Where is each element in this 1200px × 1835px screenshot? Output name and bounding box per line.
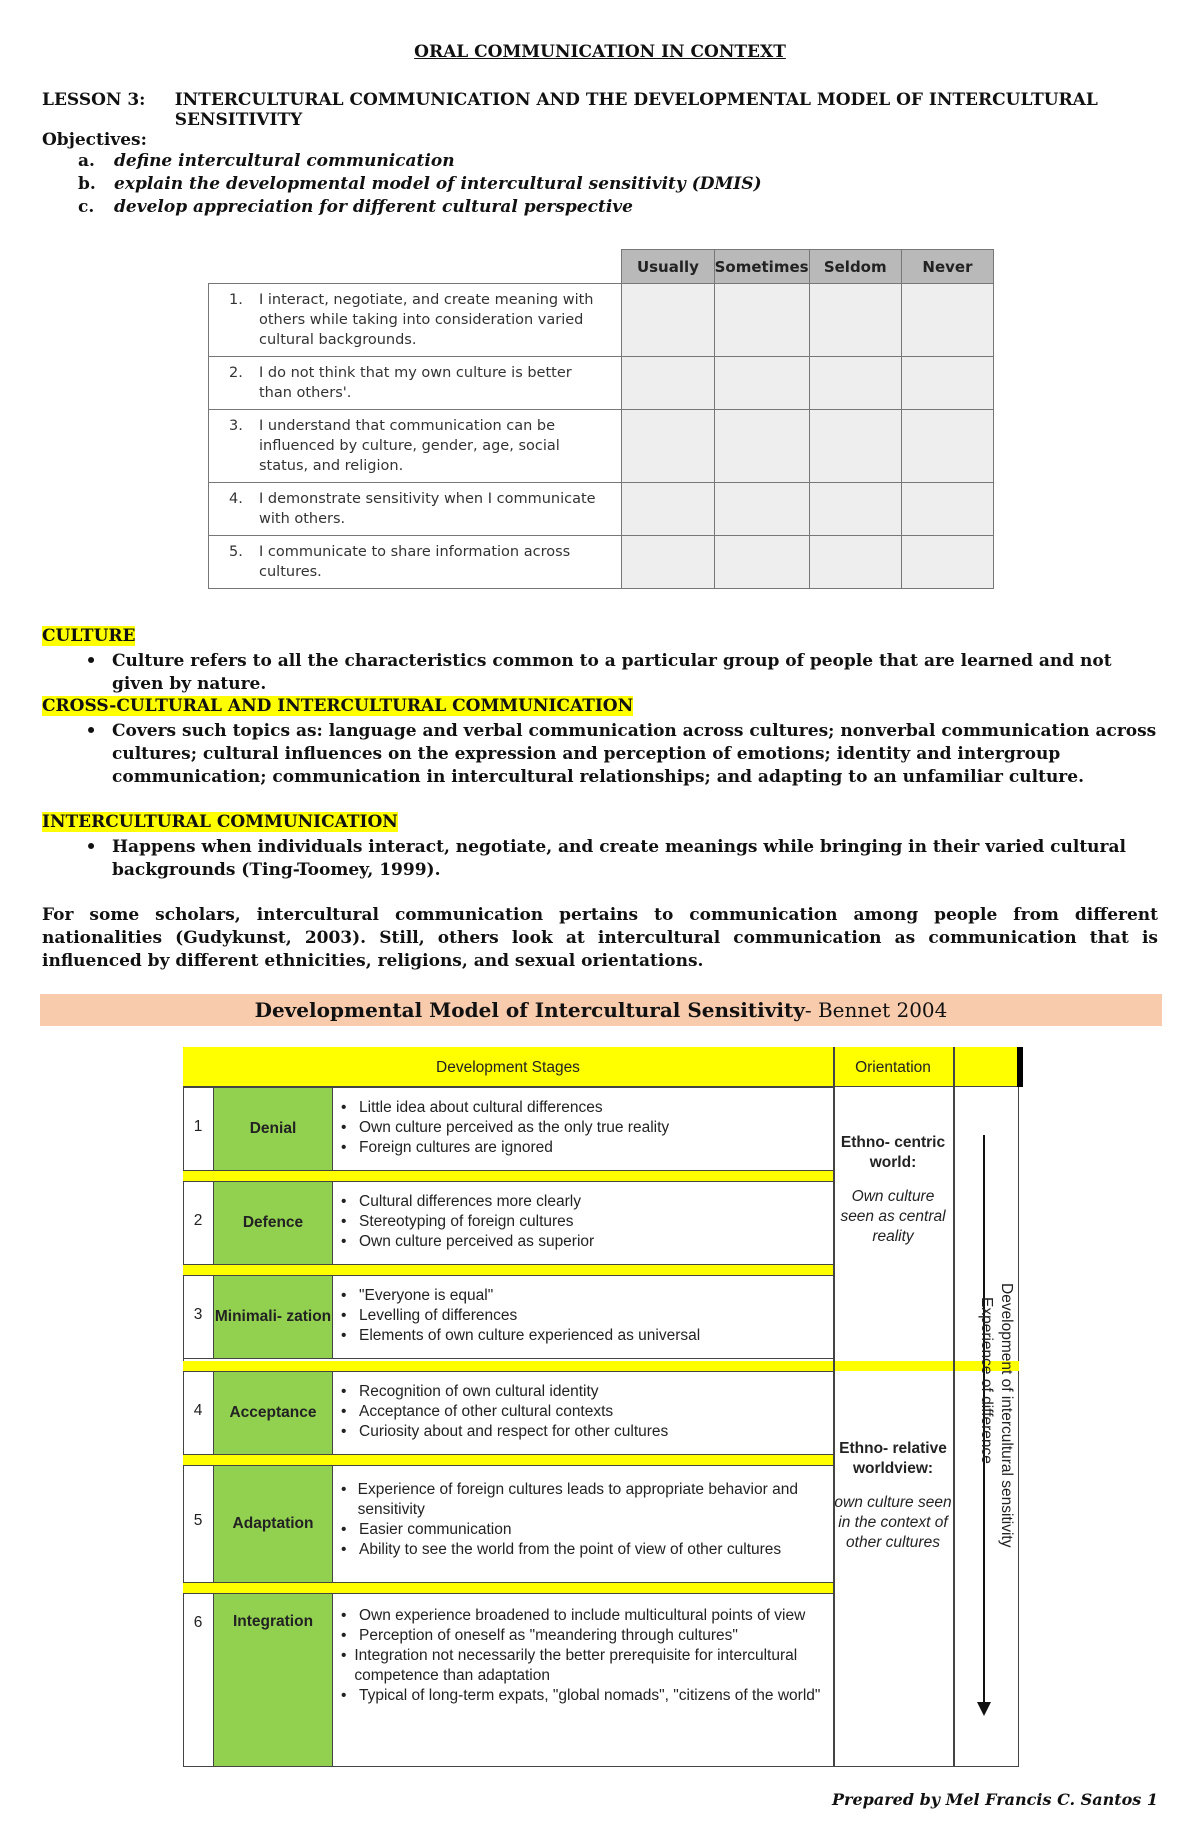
- answer-cell-never[interactable]: [901, 483, 993, 536]
- stage-point: • Foreign cultures are ignored: [341, 1139, 553, 1156]
- stage-name: Acceptance: [213, 1372, 333, 1454]
- stage-point: • Elements of own culture experienced as universal: [341, 1327, 701, 1344]
- stage-point: • Integration not necessarily the better prerequisite for intercultural competence than adaptation: [341, 1646, 831, 1686]
- survey-row: [209, 357, 994, 410]
- stage-name: Minimali- zation: [213, 1276, 333, 1358]
- stage-points: [341, 1480, 831, 1560]
- intercultural-heading: INTERCULTURAL COMMUNICATION: [42, 812, 398, 832]
- point-text: Ability to see the world from the point of view of other cultures: [359, 1541, 782, 1558]
- stage-row-adaptation: [183, 1465, 833, 1583]
- dmis-header-row: [183, 1047, 1019, 1087]
- culture-heading: CULTURE: [42, 626, 136, 646]
- culture-bullet: [70, 650, 1162, 696]
- survey-row: [209, 410, 994, 483]
- scholars-paragraph: For some scholars, intercultural communication pertains to communication among people from different nationalities (Gudykunst, 2003). Still, others look at intercultural communication as communication that is influenced by different ethnicities, religions, and sexual orientations.: [42, 905, 1158, 971]
- answer-cell-sometimes[interactable]: [714, 357, 809, 410]
- orientation-ethnocentric: [833, 1133, 953, 1247]
- answer-cell-never[interactable]: [901, 284, 993, 357]
- answer-cell-never[interactable]: [901, 357, 993, 410]
- objective-item: [78, 173, 1142, 196]
- point-text: Acceptance of other cultural contexts: [359, 1403, 614, 1420]
- lesson-heading: [42, 90, 1162, 130]
- stage-name: Integration: [213, 1594, 333, 1766]
- dmis-diagram: [183, 1047, 1019, 1767]
- stage-points: [341, 1098, 831, 1158]
- vertical-label-development: Development of intercultural sensitivity: [998, 1283, 1015, 1548]
- stage-separator: [183, 1171, 833, 1181]
- stage-points: [341, 1192, 831, 1252]
- answer-cell-usually[interactable]: [622, 410, 714, 483]
- bullet-text: Covers such topics as: language and verbal communication across cultures; nonverbal communication across cultures; cultural influences on the expression and perception of emotions; identity and intergroup communication; communication in intercultural relationships; and adapting to an unfamiliar culture.: [112, 721, 1157, 787]
- question-number: 1.: [229, 292, 243, 308]
- answer-cell-usually[interactable]: [622, 357, 714, 410]
- stage-number: 1: [193, 1118, 203, 1135]
- lesson-label: LESSON 3:: [42, 90, 146, 110]
- point-text: Cultural differences more clearly: [359, 1193, 581, 1210]
- bullet-dot: •: [85, 837, 97, 857]
- orientation-title: Ethno- centric world:: [840, 1134, 946, 1171]
- column-seldom: Seldom: [809, 250, 901, 284]
- stage-points: [341, 1286, 831, 1346]
- lesson-title: INTERCULTURAL COMMUNICATION AND THE DEVELOPMENTAL MODEL OF INTERCULTURAL SENSITIVITY: [174, 90, 1098, 130]
- bullet-dot: •: [85, 721, 97, 741]
- intercultural-section: [42, 812, 1162, 882]
- stage-point: • Cultural differences more clearly: [341, 1193, 581, 1210]
- point-text: Recognition of own cultural identity: [359, 1383, 599, 1400]
- objective-letter: c.: [78, 197, 95, 217]
- stage-number: 3: [193, 1306, 203, 1323]
- cross-cultural-heading: CROSS-CULTURAL AND INTERCULTURAL COMMUNICATION: [42, 696, 634, 716]
- stage-point: • Easier communication: [341, 1521, 512, 1538]
- footer-credit: Prepared by Mel Francis C. Santos 1: [832, 1790, 1158, 1809]
- orientation-description: Own culture seen as central reality: [840, 1188, 946, 1245]
- answer-cell-sometimes[interactable]: [714, 536, 809, 589]
- orientation-separator: [183, 1361, 1019, 1371]
- stage-name: Denial: [213, 1088, 333, 1170]
- stage-point: • Perception of oneself as "meandering through cultures": [341, 1627, 738, 1644]
- point-text: Elements of own culture experienced as universal: [359, 1327, 701, 1344]
- objectives-list: [78, 150, 1142, 219]
- stage-point: • Ability to see the world from the point of view of other cultures: [341, 1541, 782, 1558]
- stage-row-integration: [183, 1593, 833, 1767]
- answer-cell-never[interactable]: [901, 410, 993, 483]
- dmis-header-orientation: Orientation: [855, 1059, 931, 1076]
- survey-question: [209, 357, 622, 410]
- stage-separator: [183, 1583, 833, 1593]
- survey-row: [209, 284, 994, 357]
- point-text: Levelling of differences: [359, 1307, 518, 1324]
- stage-point: • Little idea about cultural differences: [341, 1099, 603, 1116]
- stage-row-denial: [183, 1087, 833, 1171]
- orientation-description: own culture seen in the context of other cultures: [834, 1494, 952, 1551]
- column-never: Never: [901, 250, 993, 284]
- stage-point: • Stereotyping of foreign cultures: [341, 1213, 574, 1230]
- objectives-heading: Objectives:: [42, 130, 147, 150]
- stage-separator: [183, 1455, 833, 1465]
- survey-header-row: [209, 250, 994, 284]
- stage-point: • Own culture perceived as superior: [341, 1233, 595, 1250]
- objectives: [42, 130, 1142, 219]
- objective-letter: a.: [78, 151, 95, 171]
- survey-question: [209, 284, 622, 357]
- question-text: I demonstrate sensitivity when I communicate with others.: [259, 491, 596, 527]
- question-text: I interact, negotiate, and create meaning with others while taking into consideration varied cultural backgrounds.: [259, 292, 594, 348]
- point-text: Experience of foreign cultures leads to appropriate behavior and sensitivity: [357, 1481, 798, 1518]
- question-text: I communicate to share information across cultures.: [259, 544, 571, 580]
- stage-row-minimalization: [183, 1275, 833, 1359]
- point-text: Stereotyping of foreign cultures: [359, 1213, 574, 1230]
- answer-cell-seldom[interactable]: [809, 536, 901, 589]
- answer-cell-sometimes[interactable]: [714, 410, 809, 483]
- answer-cell-usually[interactable]: [622, 536, 714, 589]
- stage-point: • Typical of long-term expats, "global nomads", "citizens of the world": [341, 1687, 821, 1704]
- answer-cell-sometimes[interactable]: [714, 284, 809, 357]
- stage-points: [341, 1382, 831, 1442]
- point-text: Own culture perceived as the only true reality: [359, 1119, 670, 1136]
- stage-point: • Curiosity about and respect for other cultures: [341, 1423, 669, 1440]
- answer-cell-seldom[interactable]: [809, 284, 901, 357]
- point-text: Little idea about cultural differences: [359, 1099, 603, 1116]
- objective-text: develop appreciation for different cultural perspective: [114, 197, 633, 217]
- dmis-header-stages: Development Stages: [436, 1059, 580, 1076]
- question-text: I understand that communication can be influenced by culture, gender, age, social status, and religion.: [259, 418, 560, 474]
- stage-point: • Levelling of differences: [341, 1307, 518, 1324]
- point-text: Foreign cultures are ignored: [359, 1139, 553, 1156]
- stage-name: Adaptation: [213, 1466, 333, 1582]
- point-text: Easier communication: [359, 1521, 512, 1538]
- point-text: "Everyone is equal": [359, 1287, 494, 1304]
- answer-cell-sometimes[interactable]: [714, 483, 809, 536]
- point-text: Perception of oneself as "meandering through cultures": [359, 1627, 738, 1644]
- stage-point: • Recognition of own cultural identity: [341, 1383, 599, 1400]
- objective-letter: b.: [78, 174, 96, 194]
- culture-section: [42, 626, 1162, 696]
- intercultural-bullet: [70, 836, 1162, 882]
- self-assessment-table: [208, 249, 994, 589]
- survey-question: [209, 410, 622, 483]
- stage-number: 2: [193, 1212, 203, 1229]
- question-text: I do not think that my own culture is better than others'.: [259, 365, 572, 401]
- question-number: 5.: [229, 544, 243, 560]
- stage-name: Defence: [213, 1182, 333, 1264]
- stage-number: 5: [193, 1512, 203, 1529]
- survey-row: [209, 483, 994, 536]
- bullet-text: Happens when individuals interact, negotiate, and create meanings while bringing in their varied cultural backgrounds (Ting-Toomey, 1999).: [112, 837, 1126, 880]
- objective-text: define intercultural communication: [114, 151, 455, 171]
- survey-question: [209, 483, 622, 536]
- bullet-dot: •: [85, 651, 97, 671]
- cross-cultural-section: [42, 696, 1162, 789]
- arrow-down-icon: [977, 1702, 991, 1716]
- question-number: 3.: [229, 418, 243, 434]
- answer-cell-usually[interactable]: [622, 483, 714, 536]
- dmis-banner: [40, 994, 1162, 1026]
- stage-point: • Experience of foreign cultures leads to appropriate behavior and sensitivity: [341, 1480, 831, 1520]
- question-number: 4.: [229, 491, 243, 507]
- answer-cell-seldom[interactable]: [809, 483, 901, 536]
- stage-separator: [183, 1265, 833, 1275]
- stage-point: • Own experience broadened to include multicultural points of view: [341, 1607, 806, 1624]
- answer-cell-never[interactable]: [901, 536, 993, 589]
- bullet-text: Culture refers to all the characteristics common to a particular group of people that are learned and not given by nature.: [112, 651, 1112, 694]
- point-text: Own experience broadened to include multicultural points of view: [359, 1607, 806, 1624]
- dmis-title: Developmental Model of Intercultural Sensitivity: [254, 998, 805, 1022]
- column-usually: Usually: [622, 250, 714, 284]
- cross-cultural-bullet: [70, 720, 1162, 789]
- stage-point: • "Everyone is equal": [341, 1287, 494, 1304]
- orientation-title: Ethno- relative worldview:: [839, 1440, 947, 1477]
- stage-row-defence: [183, 1181, 833, 1265]
- stage-point: • Own culture perceived as the only true reality: [341, 1119, 670, 1136]
- point-text: Integration not necessarily the better prerequisite for intercultural competence than adaptation: [354, 1647, 798, 1684]
- answer-cell-seldom[interactable]: [809, 357, 901, 410]
- page-title: ORAL COMMUNICATION IN CONTEXT: [414, 42, 786, 62]
- orientation-ethnorelative: [833, 1439, 953, 1553]
- point-text: Typical of long-term expats, "global nomads", "citizens of the world": [359, 1687, 821, 1704]
- objective-item: [78, 150, 1142, 173]
- dmis-subtitle: - Bennet 2004: [804, 998, 948, 1022]
- survey-question: [209, 536, 622, 589]
- stage-points: [341, 1606, 831, 1706]
- point-text: Own culture perceived as superior: [359, 1233, 595, 1250]
- column-sometimes: Sometimes: [714, 250, 809, 284]
- answer-cell-seldom[interactable]: [809, 410, 901, 483]
- stage-number: 4: [193, 1402, 203, 1419]
- objective-item: [78, 196, 1142, 219]
- stage-number: 6: [193, 1614, 203, 1631]
- point-text: Curiosity about and respect for other cultures: [359, 1423, 669, 1440]
- question-number: 2.: [229, 365, 243, 381]
- survey-row: [209, 536, 994, 589]
- vertical-label-experience: Experience of difference: [978, 1297, 995, 1464]
- objective-text: explain the developmental model of intercultural sensitivity (DMIS): [114, 174, 762, 194]
- stage-row-acceptance: [183, 1371, 833, 1455]
- answer-cell-usually[interactable]: [622, 284, 714, 357]
- stage-point: • Acceptance of other cultural contexts: [341, 1403, 614, 1420]
